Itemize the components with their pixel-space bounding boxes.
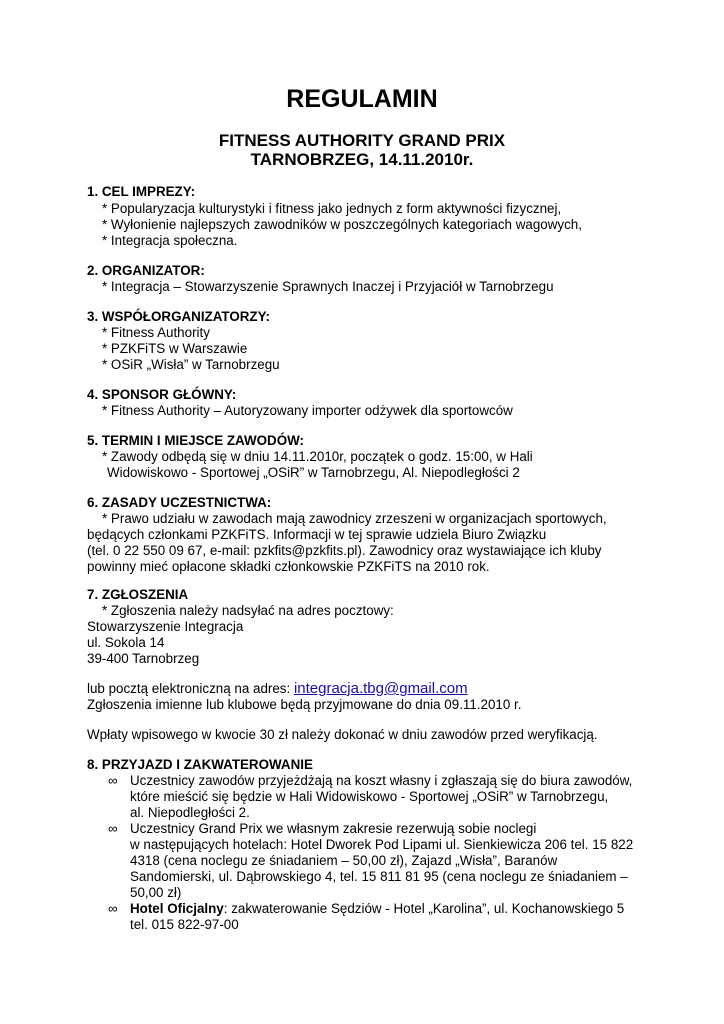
bullet-icon: ∞	[108, 821, 118, 836]
official-hotel-label: Hotel Oficjalny	[130, 901, 224, 916]
official-hotel-text: : zakwaterowanie Sędziów - Hotel „Karolina”, ul. Kochanowskiego 5	[223, 901, 625, 916]
list-item: * Wyłonienie najlepszych zawodników w poszczególnych kategoriach wagowych,	[102, 217, 582, 232]
bullet-line: al. Niepodległości 2.	[130, 805, 250, 820]
bullet-line: 4318 (cena noclegu ze śniadaniem – 50,00 zł), Zajazd „Wisła”, Baranów	[130, 853, 558, 868]
address-line: 39-400 Tarnobrzeg	[87, 651, 200, 666]
paragraph-line: powinny mieć opłacone składki członkowskie PZKFiTS na 2010 rok.	[87, 559, 490, 574]
document-subtitle-event: FITNESS AUTHORITY GRAND PRIX	[218, 131, 506, 150]
list-item: * Popularyzacja kulturystyki i fitness jako jednych z form aktywności fizycznej,	[102, 201, 562, 216]
document-subtitle-date: TARNOBRZEG, 14.11.2010r.	[250, 150, 474, 169]
section-heading-sponsor: 4. SPONSOR GŁÓWNY:	[87, 387, 237, 402]
list-item: * Integracja społeczna.	[102, 233, 238, 248]
section-heading-date-place: 5. TERMIN I MIEJSCE ZAWODÓW:	[87, 433, 304, 448]
email-link[interactable]: integracja.tbg@gmail.com	[293, 680, 468, 697]
email-line	[87, 681, 468, 697]
section-heading-organizer: 2. ORGANIZATOR:	[87, 263, 205, 278]
paragraph-line: będących członkami PZKFiTS. Informacji w tej sprawie udziela Biuro Związku	[87, 527, 547, 542]
bullet-line-official-hotel	[130, 901, 624, 917]
bullet-line: w następujących hotelach: Hotel Dworek Pod Lipami ul. Sienkiewicza 206 tel. 15 822	[130, 837, 634, 852]
paragraph-line: * Zgłoszenia należy nadsyłać na adres pocztowy:	[102, 603, 394, 618]
deadline-line: Zgłoszenia imienne lub klubowe będą przyjmowane do dnia 09.11.2010 r.	[87, 697, 522, 712]
fee-line: Wpłaty wpisowego w kwocie 30 zł należy dokonać w dniu zawodów przed weryfikacją.	[87, 727, 598, 742]
list-item: * Fitness Authority – Autoryzowany importer odżywek dla sportowców	[102, 403, 513, 418]
document-title: REGULAMIN	[286, 85, 438, 113]
paragraph-line: Widowiskowo - Sportowej „OSiR” w Tarnobrzegu, Al. Niepodległości 2	[107, 465, 520, 480]
bullet-line: tel. 015 822-97-00	[130, 917, 239, 932]
bullet-line: które mieścić się będzie w Hali Widowiskowo - Sportowej „OSiR” w Tarnobrzegu,	[130, 789, 609, 804]
section-heading-applications: 7. ZGŁOSZENIA	[87, 587, 189, 602]
paragraph-line: (tel. 0 22 550 09 67, e-mail: pzkfits@pzkfits.pl). Zawodnicy oraz wystawiające ich kluby	[87, 543, 602, 558]
list-item: * Fitness Authority	[102, 325, 210, 340]
list-item: * OSiR „Wisła” w Tarnobrzegu	[102, 357, 280, 372]
bullet-line: Sandomierski, ul. Dąbrowskiego 4, tel. 15 811 81 95 (cena noclegu ze śniadaniem –	[130, 869, 628, 884]
address-line: Stowarzyszenie Integracja	[87, 619, 244, 634]
section-heading-goal: 1. CEL IMPREZY:	[87, 184, 196, 199]
bullet-line: Uczestnicy Grand Prix we własnym zakresie rezerwują sobie noclegi	[130, 821, 537, 836]
email-prefix: lub pocztą elektroniczną na adres:	[87, 681, 294, 696]
section-heading-coorganizers: 3. WSPÓŁORGANIZATORZY:	[87, 309, 271, 324]
address-line: ul. Sokola 14	[87, 635, 165, 650]
paragraph-line: * Zawody odbędą się w dniu 14.11.2010r, początek o godz. 15:00, w Hali	[102, 449, 533, 464]
bullet-line: Uczestnicy zawodów przyjeżdżają na koszt własny i zgłaszają się do biura zawodów,	[130, 773, 633, 788]
bullet-icon: ∞	[108, 901, 118, 916]
section-heading-participation: 6. ZASADY UCZESTNICTWA:	[87, 495, 272, 510]
bullet-icon: ∞	[108, 773, 118, 788]
bullet-line: 50,00 zł)	[130, 885, 182, 900]
paragraph-line: * Prawo udziału w zawodach mają zawodnicy zrzeszeni w organizacjach sportowych,	[102, 511, 607, 526]
section-heading-arrival: 8. PRZYJAZD I ZAKWATEROWANIE	[87, 757, 313, 772]
list-item: * PZKFiTS w Warszawie	[102, 341, 248, 356]
list-item: * Integracja – Stowarzyszenie Sprawnych Inaczej i Przyjaciół w Tarnobrzegu	[102, 279, 554, 294]
